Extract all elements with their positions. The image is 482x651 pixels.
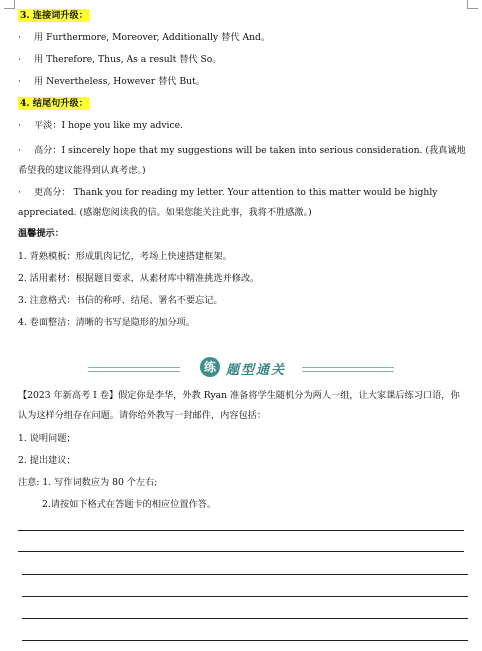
section-4-heading-line [18, 97, 468, 111]
banner-title: 题型通关 [226, 363, 287, 378]
tips-heading: 温馨提示： [18, 228, 64, 239]
answer-line[interactable] [22, 596, 468, 597]
banner-rule-right [302, 367, 394, 372]
section-3-heading: 3. 连接词升级： [20, 10, 88, 21]
list-item-text: 用 Furthermore, Moreover, Additionally 替代 And。 [34, 32, 271, 43]
list-item: 1. 背熟模板：形成肌肉记忆，考场上快速搭建框架。 [18, 251, 232, 262]
list-item-text: 用 Therefore, Thus, As a result 替代 So。 [34, 54, 222, 65]
task-note-1: 注意: 1. 写作词数应为 80 个左右; [18, 477, 158, 488]
section-4-heading: 4. 结尾句升级： [20, 98, 88, 109]
list-item-text: 更高分： Thank you for reading my letter. Your attention to this matter would be highly appreciated. (感谢您阅读我的信。如果您能关注此事，我将不胜感激。) [18, 187, 438, 218]
section-3-heading-line [18, 9, 468, 23]
practice-badge-icon: 练 [200, 357, 220, 377]
bullet-dot-icon: · [18, 32, 21, 43]
answer-line[interactable] [22, 618, 468, 619]
list-item-text: 高分：I sincerely hope that my suggestions will be taken into serious consideration. (我真诚地希望我的建议能得到认真考虑。) [18, 145, 466, 176]
list-item [18, 75, 468, 89]
list-item [18, 53, 468, 67]
list-item-text: 平淡：I hope you like my advice. [34, 120, 183, 131]
bullet-dot-icon: · [18, 54, 21, 65]
banner-rule-left [88, 367, 180, 372]
list-item: 2. 活用素材：根据题目要求，从素材库中精准挑选并修改。 [18, 273, 260, 284]
list-item: 4. 卷面整洁：清晰的书写是隐形的加分项。 [18, 317, 196, 328]
bullet-dot-icon: · [18, 120, 21, 131]
practice-banner [88, 357, 394, 379]
answer-line[interactable] [22, 640, 468, 641]
answer-line[interactable] [18, 530, 464, 531]
task-note-2: 2.请按如下格式在答题卡的相应位置作答。 [42, 499, 217, 510]
list-item [18, 183, 468, 223]
list-item [18, 31, 468, 45]
task-point-2: 2. 提出建议； [18, 455, 76, 466]
page-corner-mark-left [4, 0, 15, 9]
list-item: 3. 注意格式：书信的称呼、结尾、署名不要忘记。 [18, 295, 223, 306]
bullet-dot-icon: · [18, 187, 21, 198]
bullet-dot-icon: · [18, 76, 21, 87]
page-corner-mark-right [467, 0, 478, 9]
task-point-1: 1. 说明问题； [18, 433, 76, 444]
answer-line[interactable] [18, 551, 464, 552]
list-item-text: 用 Nevertheless, However 替代 But。 [34, 76, 205, 87]
task-intro: 【2023 年新高考 I 卷】假定你是李华，外教 Ryan 准备将学生随机分为两人一组，让大家课后练习口语，你认为这样分组存在问题。请你给外教写一封邮件，内容包括： [18, 390, 460, 421]
bullet-dot-icon: · [18, 145, 21, 156]
list-item [18, 119, 468, 133]
answer-line[interactable] [22, 574, 468, 575]
list-item [18, 141, 468, 181]
